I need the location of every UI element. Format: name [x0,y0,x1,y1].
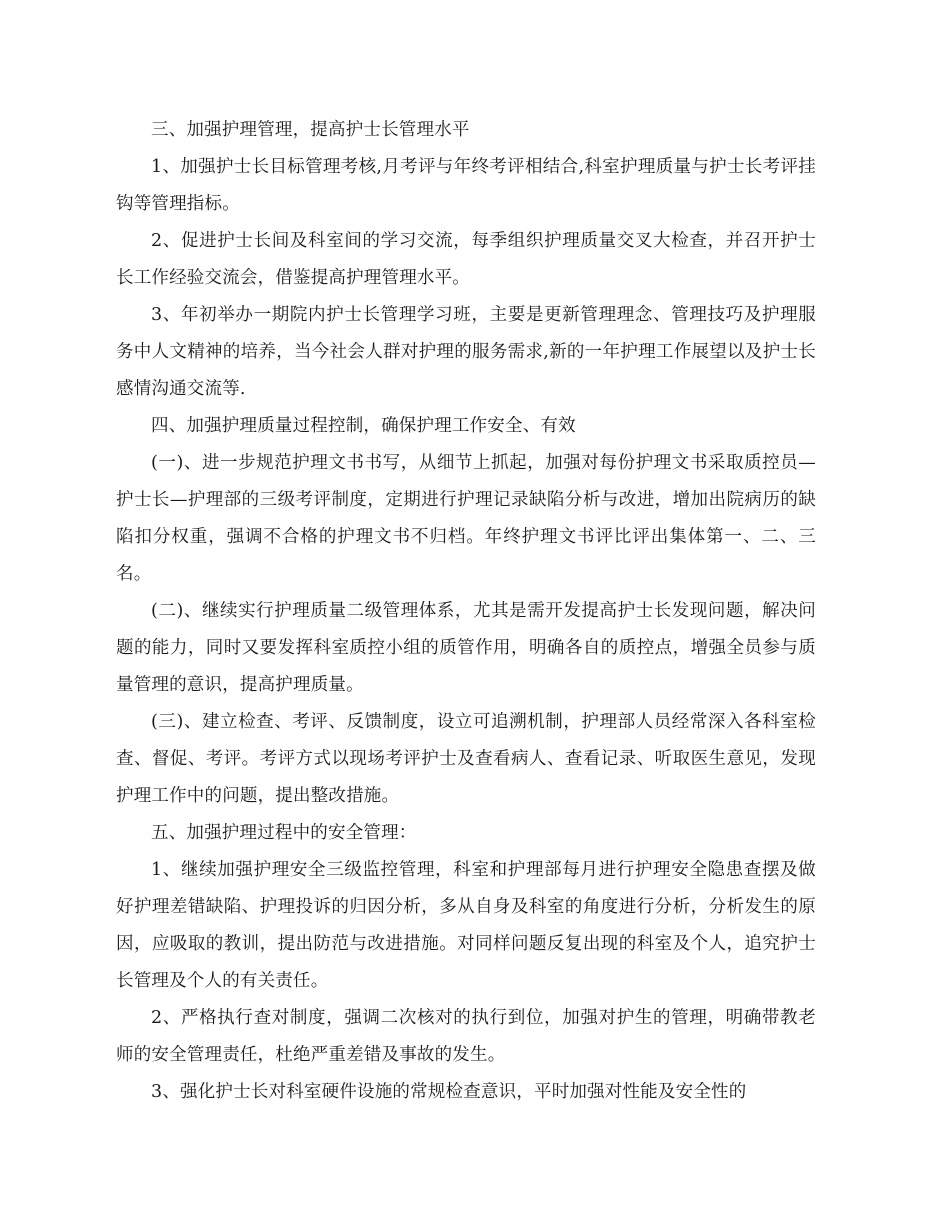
paragraph: 1、继续加强护理安全三级监控管理，科室和护理部每月进行护理安全隐患查摆及做好护理差错缺陷、护理投诉的归因分析，多从自身及科室的角度进行分析，分析发生的原因，应吸取的教训，提出防范与改进措施。对同样问题反复出现的科室及个人，追究护士长管理及个人的有关责任。 [116,860,816,991]
paragraph: (一)、进一步规范护理文书书写，从细节上抓起，加强对每份护理文书采取质控员—护士长—护理部的三级考评制度，定期进行护理记录缺陷分析与改进，增加出院病历的缺陷扣分权重，强调不合格的护理文书不归档。年终护理文书评比评出集体第一、二、三名。 [116,453,816,584]
paragraph: (三)、建立检查、考评、反馈制度，设立可追溯机制，护理部人员经常深入各科室检查、督促、考评。考评方式以现场考评护士及查看病人、查看记录、听取医生意见，发现护理工作中的问题，提出整改措施。 [116,712,816,806]
paragraph: 1、加强护士长目标管理考核,月考评与年终考评相结合,科室护理质量与护士长考评挂钩等管理指标。 [116,157,816,214]
paragraph: 2、促进护士长间及科室间的学习交流，每季组织护理质量交叉大检查，并召开护士长工作经验交流会，借鉴提高护理管理水平。 [116,231,816,288]
section-heading-4: 四、加强护理质量过程控制，确保护理工作安全、有效 [151,416,576,436]
section-heading-5: 五、加强护理过程中的安全管理： [151,823,417,843]
paragraph: 3、强化护士长对科室硬件设施的常规检查意识，平时加强对性能及安全性的 [151,1082,747,1102]
paragraph: 3、年初举办一期院内护士长管理学习班，主要是更新管理理念、管理技巧及护理服务中人文精神的培养，当今社会人群对护理的服务需求,新的一年护理工作展望以及护士长感情沟通交流等. [116,305,816,399]
section-heading-3: 三、加强护理管理，提高护士长管理水平 [151,120,470,140]
document-body [116,112,816,1111]
paragraph: 2、严格执行查对制度，强调二次核对的执行到位，加强对护生的管理，明确带教老师的安全管理责任，杜绝严重差错及事故的发生。 [116,1008,816,1065]
paragraph: (二)、继续实行护理质量二级管理体系，尤其是需开发提高护士长发现问题，解决问题的能力，同时又要发挥科室质控小组的质管作用，明确各自的质控点，增强全员参与质量管理的意识，提高护理质量。 [116,601,816,695]
